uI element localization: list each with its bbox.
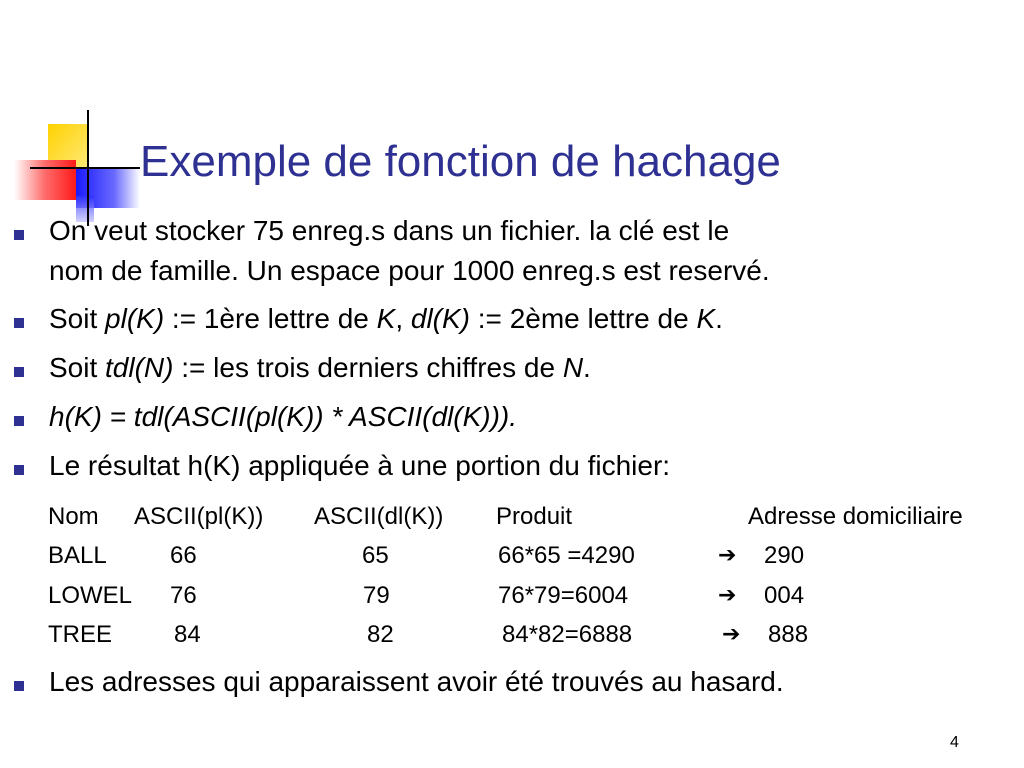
bullet-4: h(K) = tdl(ASCII(pl(K)) * ASCII(dl(K))).	[49, 401, 518, 432]
arrow-right-icon: ➔	[718, 583, 737, 608]
bullet-marker	[14, 318, 24, 328]
bullet-marker	[14, 681, 24, 691]
table-row-pl: 84	[174, 621, 201, 648]
table-row-nom: BALL	[48, 542, 107, 569]
bullet-6: Les adresses qui apparaissent avoir été trouvés au hasard.	[49, 666, 784, 697]
table-row-dl: 82	[367, 621, 394, 648]
arrow-right-icon: ➔	[722, 622, 741, 647]
table-row-nom: TREE	[48, 621, 113, 648]
bullet-marker	[14, 416, 24, 426]
bullet-3: Soit tdl(N) := les trois derniers chiffres de N.	[49, 352, 591, 383]
slide-title: Exemple de fonction de hachage	[140, 137, 781, 186]
table-row-produit: 84*82=6888	[502, 621, 633, 648]
red-square	[14, 160, 76, 200]
header-nom: Nom	[48, 503, 99, 530]
table-row-produit: 76*79=6004	[498, 582, 629, 609]
bullet-2: Soit pl(K) := 1ère lettre de K, dl(K) := 2ème lettre de K.	[49, 303, 723, 334]
bullet-1-line-1: On veut stocker 75 enreg.s dans un fichier. la clé est le	[49, 215, 730, 246]
table-row-dl: 79	[363, 582, 390, 609]
decorative-squares	[0, 0, 160, 230]
bullet-marker	[14, 367, 24, 377]
table-row-adresse: 888	[768, 621, 809, 648]
header-ascii-pl: ASCII(pl(K))	[134, 503, 264, 530]
header-produit: Produit	[496, 503, 573, 530]
header-ascii-dl: ASCII(dl(K))	[314, 503, 444, 530]
bullet-marker	[14, 465, 24, 475]
bullet-1-line-2: nom de famille. Un espace pour 1000 enreg.s est reservé.	[49, 255, 770, 286]
bullet-5: Le résultat h(K) appliquée à une portion du fichier:	[49, 450, 671, 481]
table-row-produit: 66*65 =4290	[498, 542, 635, 569]
table-row-adresse: 004	[764, 582, 805, 609]
table-row-dl: 65	[362, 542, 389, 569]
page-number: 4	[950, 734, 959, 751]
table-row-pl: 76	[170, 582, 197, 609]
table-row-pl: 66	[170, 542, 197, 569]
bullet-marker	[14, 230, 24, 240]
table-row-adresse: 290	[764, 542, 805, 569]
table-row-nom: LOWEL	[48, 582, 133, 609]
arrow-right-icon: ➔	[718, 543, 737, 568]
header-adresse: Adresse domiciliaire	[748, 503, 963, 530]
